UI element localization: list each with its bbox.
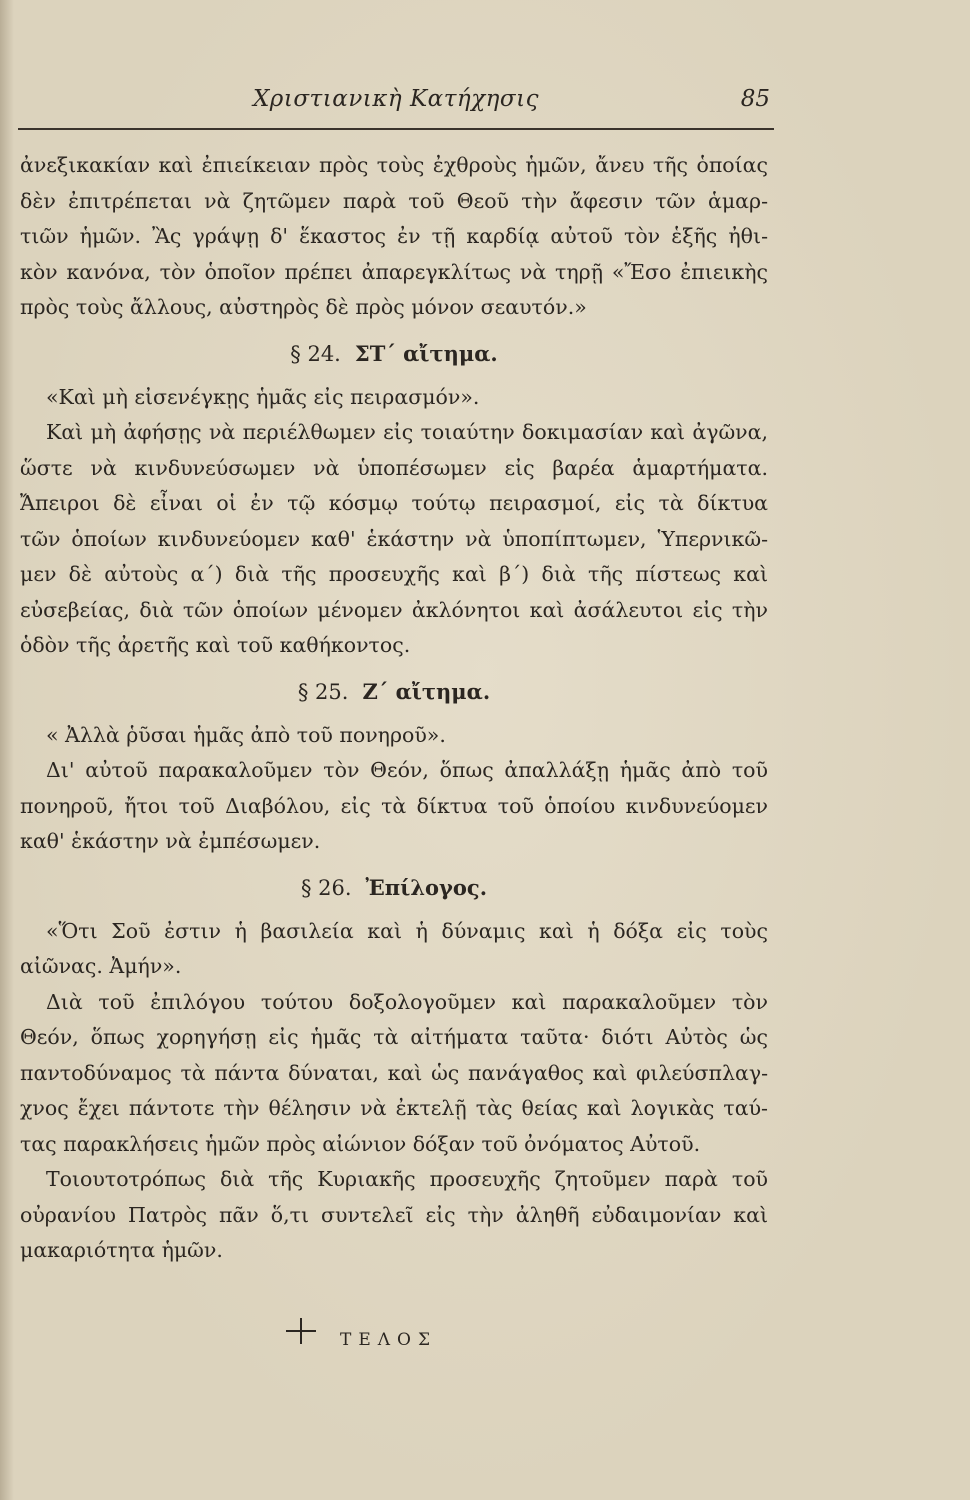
- text-line: Καὶ μὴ ἀφήσῃς νὰ περιέλθωμεν εἰς τοιαύτην δοκιμασίαν καὶ ἀγῶνα,: [46, 420, 768, 444]
- text-line: τας παρακλήσεις ἡμῶν πρὸς αἰώνιον δόξαν τοῦ ὀνόματος Αὐτοῦ.: [20, 1131, 701, 1156]
- text-line: Θεόν, ὅπως χορηγήσῃ εἰς ἡμᾶς τὰ αἰτήματα ταῦτα· διότι Αὐτὸς ὡς: [20, 1025, 768, 1049]
- section-heading: [20, 674, 768, 710]
- header-rule: [18, 128, 774, 130]
- text-line: Διὰ τοῦ ἐπιλόγου τούτου δοξολογοῦμεν καὶ παρακαλοῦμεν τὸν: [46, 989, 768, 1014]
- text-line: εὐσεβείας, διὰ τῶν ὁποίων μένομεν ἀκλόνητοι καὶ ἀσάλευτοι εἰς τὴν: [20, 597, 768, 622]
- section-heading: [20, 336, 768, 372]
- text-line: ὥστε νὰ κινδυνεύσωμεν νὰ ὑποπέσωμεν εἰς βαρέα ἁμαρτήματα.: [20, 455, 768, 480]
- quote-line: « Ἀλλὰ ῥῦσαι ἡμᾶς ἀπὸ τοῦ πονηροῦ».: [46, 722, 446, 747]
- running-title: Χριστιανικὴ Κατήχησις: [252, 86, 540, 112]
- section-title: ΣΤ΄ αἴτημα.: [354, 340, 498, 366]
- page-number: 85: [740, 86, 770, 112]
- running-head: [22, 82, 770, 122]
- text-line: τῶν ὁποίων κινδυνεύομεν καθ' ἑκάστην νὰ ὑποπίπτωμεν, Ὑπερνικῶ-: [20, 526, 768, 551]
- text-line: Δι' αὐτοῦ παρακαλοῦμεν τὸν Θεόν, ὅπως ἀπαλλάξῃ ἡμᾶς ἀπὸ τοῦ: [46, 758, 768, 782]
- text-line: κὸν κανόνα, τὸν ὁποῖον πρέπει ἀπαρεγκλίτως νὰ τηρῇ «Ἔσο ἐπιεικὴς: [20, 259, 768, 284]
- text-line: καθ' ἑκάστην νὰ ἐμπέσωμεν.: [20, 829, 321, 853]
- page-edge-shadow: [0, 0, 14, 1500]
- section-number: § 26.: [300, 875, 352, 900]
- cross-icon: [282, 1314, 318, 1348]
- text-line: παντοδύναμος τὰ πάντα δύναται, καὶ ὡς πανάγαθος καὶ φιλεύσπλαγ-: [20, 1060, 768, 1085]
- colophon: [282, 1314, 482, 1354]
- text-line: Ἄπειροι δὲ εἶναι οἱ ἐν τῷ κόσμῳ τούτῳ πειρασμοί, εἰς τὰ δίκτυα: [20, 491, 768, 515]
- text-line: πονηροῦ, ἤτοι τοῦ Διαβόλου, εἰς τὰ δίκτυα τοῦ ὁποίου κινδυνεύομεν: [20, 793, 768, 818]
- text-line: Τοιουτοτρόπως διὰ τῆς Κυριακῆς προσευχῆς ζητοῦμεν παρὰ τοῦ: [46, 1167, 768, 1191]
- text-line: ἀνεξικακίαν καὶ ἐπιείκειαν πρὸς τοὺς ἐχθροὺς ἡμῶν, ἄνευ τῆς ὁποίας: [20, 153, 768, 177]
- section-heading: [20, 870, 768, 906]
- section-title: Ζ΄ αἴτημα.: [362, 678, 491, 704]
- section-title: Ἐπίλογος.: [365, 874, 488, 900]
- text-line: οὐρανίου Πατρὸς πᾶν ὅ,τι συντελεῖ εἰς τὴν ἀληθῆ εὐδαιμονίαν καὶ: [20, 1202, 768, 1227]
- section-number: § 24.: [290, 341, 341, 366]
- body-text: [20, 148, 768, 1269]
- quote-line: «Ὅτι Σοῦ ἐστιν ἡ βασιλεία καὶ ἡ δύναμις καὶ ἡ δόξα εἰς τοὺς: [46, 918, 768, 943]
- text-line: μακαριότητα ἡμῶν.: [20, 1238, 223, 1262]
- quote-line: «Καὶ μὴ εἰσενέγκῃς ἡμᾶς εἰς πειρασμόν».: [46, 384, 480, 409]
- text-line: ὁδὸν τῆς ἀρετῆς καὶ τοῦ καθήκοντος.: [20, 633, 411, 657]
- text-line: χνος ἔχει πάντοτε τὴν θέλησιν νὰ ἐκτελῇ τὰς θείας καὶ λογικὰς ταύ-: [20, 1096, 768, 1120]
- text-line: τιῶν ἡμῶν. Ἂς γράψῃ δ' ἕκαστος ἐν τῇ καρδίᾳ αὐτοῦ τὸν ἑξῆς ἠθι-: [20, 224, 768, 248]
- text-line: δὲν ἐπιτρέπεται νὰ ζητῶμεν παρὰ τοῦ Θεοῦ τὴν ἄφεσιν τῶν ἁμαρ-: [20, 188, 768, 213]
- text-line: πρὸς τοὺς ἄλλους, αὐστηρὸς δὲ πρὸς μόνον σεαυτόν.»: [20, 295, 587, 319]
- section-number: § 25.: [297, 679, 349, 704]
- end-text: ΤΕΛΟΣ: [340, 1330, 437, 1350]
- text-line: μεν δὲ αὐτοὺς α΄) διὰ τῆς προσευχῆς καὶ β΄) διὰ τῆς πίστεως καὶ: [20, 562, 768, 586]
- quote-line: αἰῶνας. Ἀμήν».: [20, 954, 182, 978]
